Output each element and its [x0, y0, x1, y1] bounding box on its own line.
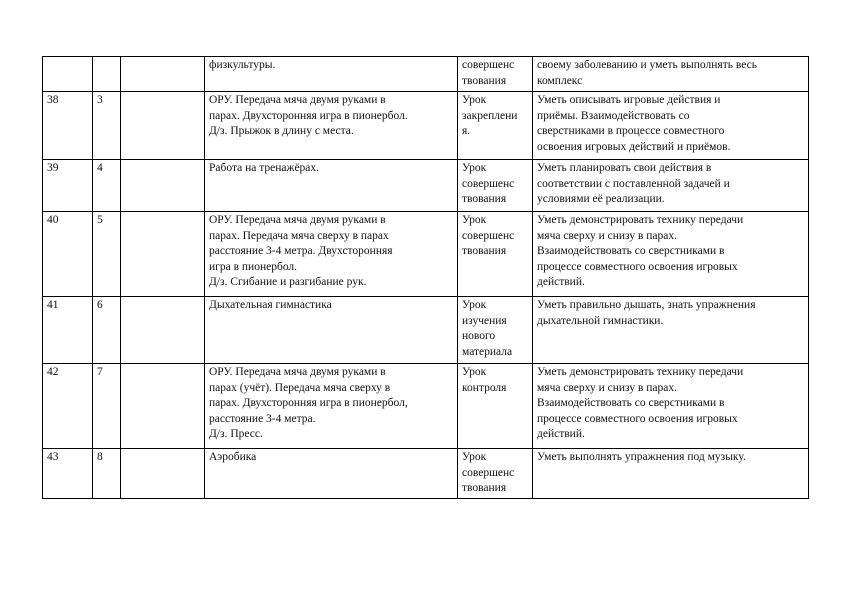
topic-cell: ОРУ. Передача мяча двумя руками в парах. Двухсторонняя игра в пионербол. Д/з. Прыжок в длину с места. — [205, 92, 458, 160]
expected-result-cell: Уметь описывать игровые действия и приёмы. Взаимодействовать со сверстниками в процессе совместного освоения игровых действий и приёмов. — [533, 92, 809, 160]
lesson-type-cell: Урок изучения нового материала — [458, 297, 533, 364]
table-row — [43, 57, 809, 92]
topic-cell: Дыхательная гимнастика — [205, 297, 458, 364]
lesson-number-cell: 39 — [43, 160, 93, 212]
date-cell — [121, 449, 205, 499]
date-cell — [121, 57, 205, 92]
lesson-number-cell: 40 — [43, 212, 93, 297]
table-row — [43, 364, 809, 449]
table-row — [43, 449, 809, 499]
lesson-type-cell: Урок совершенс твования — [458, 160, 533, 212]
lesson-plan-body — [43, 57, 809, 499]
lesson-plan-table — [42, 56, 809, 499]
table-row — [43, 160, 809, 212]
lesson-number-cell: 41 — [43, 297, 93, 364]
lesson-number-cell: 38 — [43, 92, 93, 160]
lesson-subnumber-cell: 7 — [93, 364, 121, 449]
topic-cell: Аэробика — [205, 449, 458, 499]
lesson-number-cell: 43 — [43, 449, 93, 499]
table-row — [43, 92, 809, 160]
lesson-subnumber-cell: 3 — [93, 92, 121, 160]
lesson-subnumber-cell: 5 — [93, 212, 121, 297]
lesson-type-cell: Урок совершенс твования — [458, 449, 533, 499]
lesson-subnumber-cell: 8 — [93, 449, 121, 499]
topic-cell: ОРУ. Передача мяча двумя руками в парах (учёт). Передача мяча сверху в парах. Двухсторонняя игра в пионербол, расстояние 3-4 метра. Д/з. Пресс. — [205, 364, 458, 449]
lesson-number-cell — [43, 57, 93, 92]
expected-result-cell: Уметь выполнять упражнения под музыку. — [533, 449, 809, 499]
lesson-type-cell: Урок совершенс твования — [458, 212, 533, 297]
date-cell — [121, 92, 205, 160]
table-row — [43, 297, 809, 364]
topic-cell: Работа на тренажёрах. — [205, 160, 458, 212]
lesson-type-cell: Урок контроля — [458, 364, 533, 449]
lesson-subnumber-cell: 4 — [93, 160, 121, 212]
expected-result-cell: Уметь демонстрировать технику передачи мяча сверху и снизу в парах. Взаимодействовать со сверстниками в процессе совместного освоения игровых действий. — [533, 364, 809, 449]
date-cell — [121, 297, 205, 364]
lesson-type-cell: совершенс твования — [458, 57, 533, 92]
table-row — [43, 212, 809, 297]
date-cell — [121, 212, 205, 297]
topic-cell: физкультуры. — [205, 57, 458, 92]
expected-result-cell: Уметь правильно дышать, знать упражнения дыхательной гимнастики. — [533, 297, 809, 364]
date-cell — [121, 160, 205, 212]
lesson-subnumber-cell — [93, 57, 121, 92]
date-cell — [121, 364, 205, 449]
lesson-subnumber-cell: 6 — [93, 297, 121, 364]
topic-cell: ОРУ. Передача мяча двумя руками в парах. Передача мяча сверху в парах расстояние 3-4 метра. Двухсторонняя игра в пионербол. Д/з. Сгибание и разгибание рук. — [205, 212, 458, 297]
lesson-number-cell: 42 — [43, 364, 93, 449]
expected-result-cell: Уметь планировать свои действия в соответствии с поставленной задачей и условиями её реализации. — [533, 160, 809, 212]
lesson-type-cell: Урок закреплени я. — [458, 92, 533, 160]
expected-result-cell: своему заболеванию и уметь выполнять весь комплекс — [533, 57, 809, 92]
expected-result-cell: Уметь демонстрировать технику передачи мяча сверху и снизу в парах. Взаимодействовать со сверстниками в процессе совместного освоения игровых действий. — [533, 212, 809, 297]
